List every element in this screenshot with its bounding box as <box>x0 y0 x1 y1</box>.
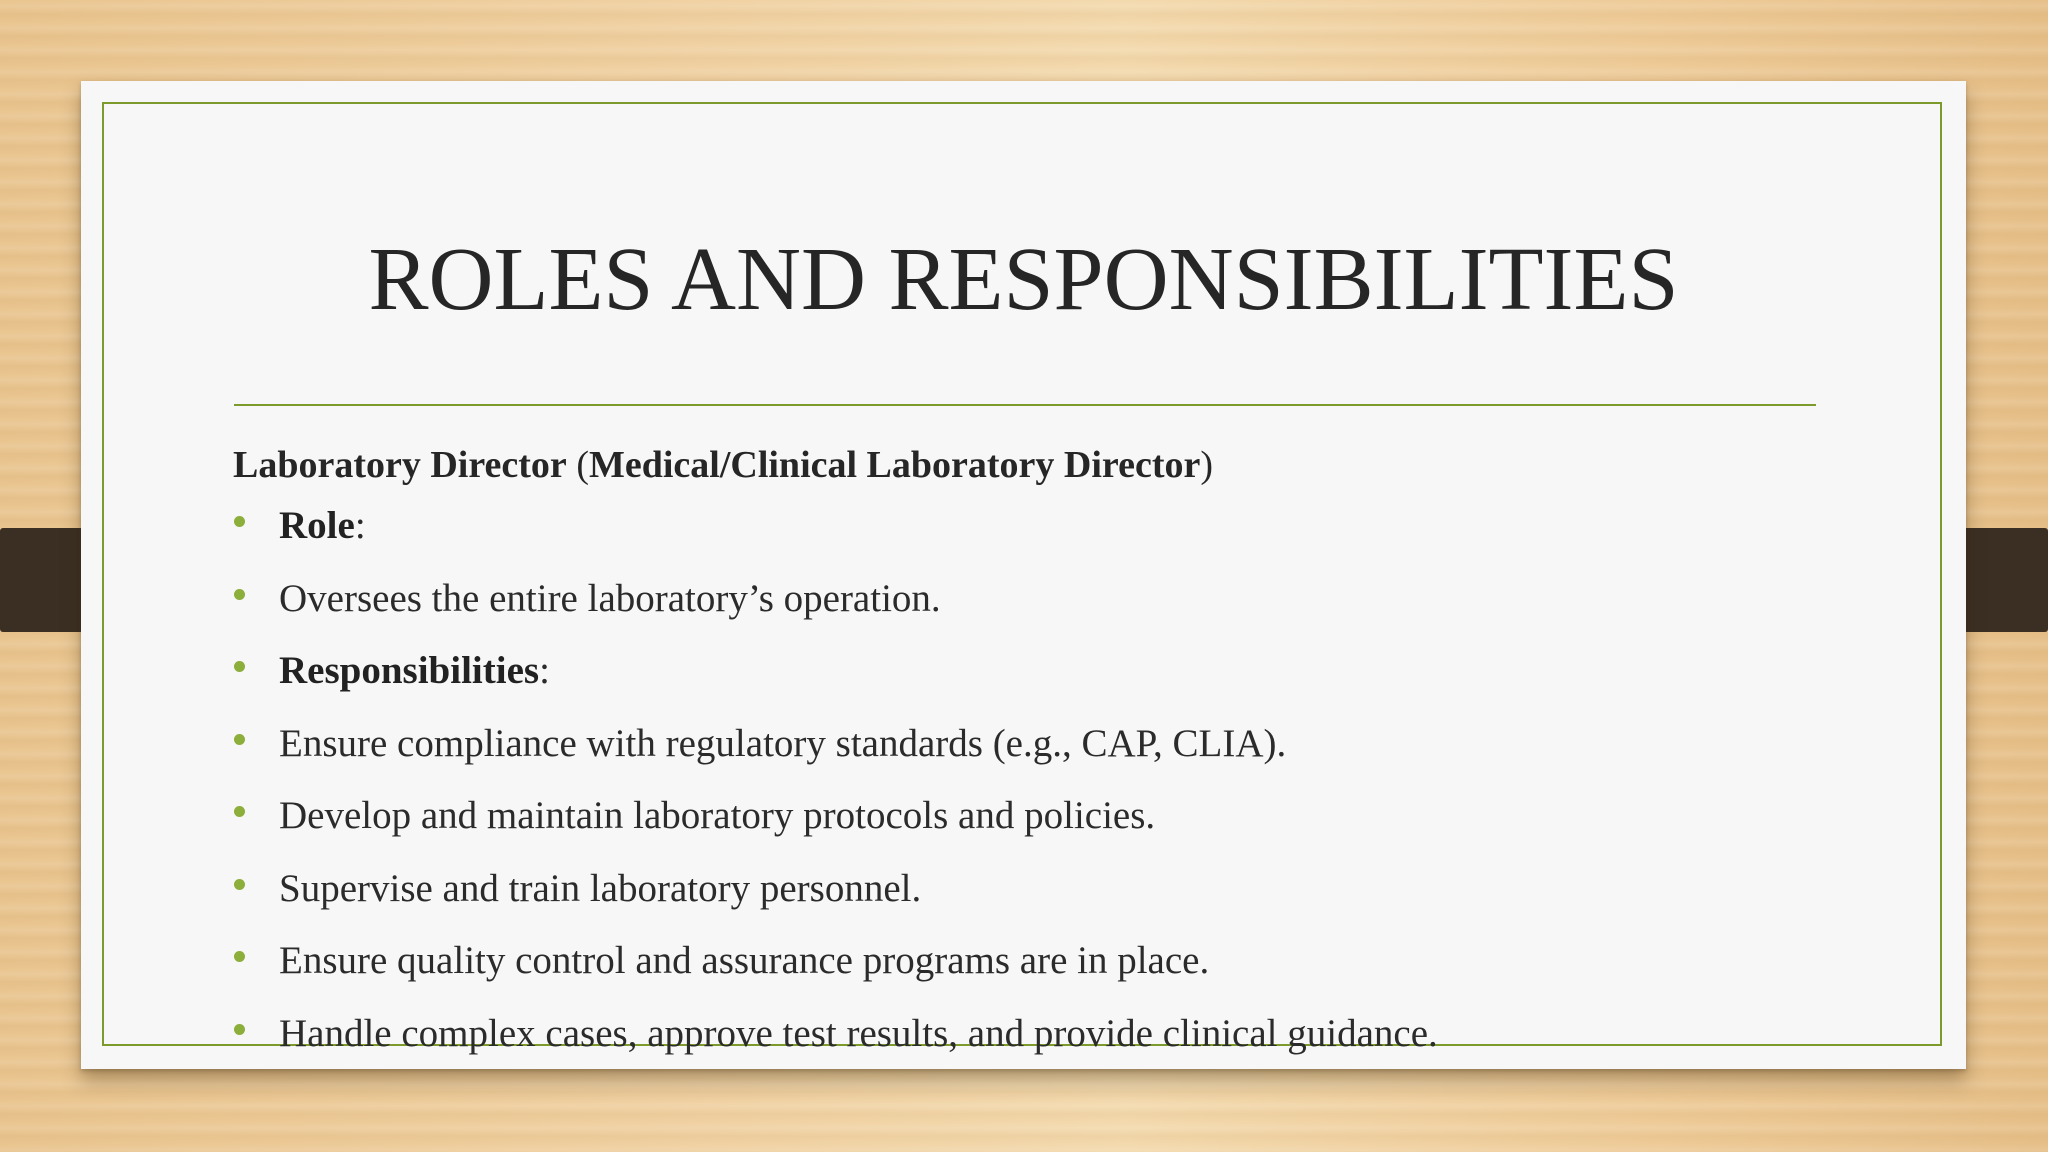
bullet-text: Ensure quality control and assurance programs are in place. <box>279 939 1210 982</box>
subheading-role-name: Laboratory Director <box>233 444 567 486</box>
bullet-item <box>233 576 1438 649</box>
bullet-dot-icon <box>234 589 245 600</box>
subheading-role-alias: Medical/Clinical Laboratory Director <box>588 444 1201 486</box>
bullet-text: Ensure compliance with regulatory standards (e.g., CAP, CLIA). <box>279 721 1287 765</box>
bullet-text: : <box>539 649 550 692</box>
bullet-item <box>233 648 1438 721</box>
bullet-dot-icon <box>234 1024 245 1035</box>
bullet-dot-icon <box>234 806 245 817</box>
bullet-item <box>233 721 1438 794</box>
bullet-text: : <box>354 504 366 547</box>
bullet-dot-icon <box>234 516 245 527</box>
bullet-item <box>233 503 1438 576</box>
subheading-separator-close: ) <box>1200 444 1214 486</box>
bullet-dot-icon <box>234 951 245 962</box>
bullet-item <box>233 938 1438 1011</box>
bullet-dot-icon <box>234 661 245 672</box>
bullet-text: Supervise and train laboratory personnel. <box>279 866 922 910</box>
slide-title: ROLES AND RESPONSIBILITIES <box>368 230 1679 329</box>
section-subheading <box>233 443 1213 487</box>
subheading-separator-open: ( <box>566 444 589 486</box>
bullet-text: Oversees the entire laboratory’s operation. <box>279 576 941 620</box>
bullet-item <box>233 793 1438 866</box>
bullet-bold-text: Responsibilities <box>279 649 540 692</box>
bullet-dot-icon <box>234 734 245 745</box>
title-divider <box>234 404 1816 406</box>
bullet-dot-icon <box>234 879 245 890</box>
bullet-bold-text: Role <box>279 504 355 547</box>
bullet-text: Develop and maintain laboratory protocols and policies. <box>279 794 1156 837</box>
bullet-list <box>233 503 1438 1083</box>
bullet-item <box>233 866 1438 939</box>
bullet-item <box>233 1011 1438 1084</box>
bullet-text: Handle complex cases, approve test results, and provide clinical guidance. <box>279 1011 1438 1055</box>
